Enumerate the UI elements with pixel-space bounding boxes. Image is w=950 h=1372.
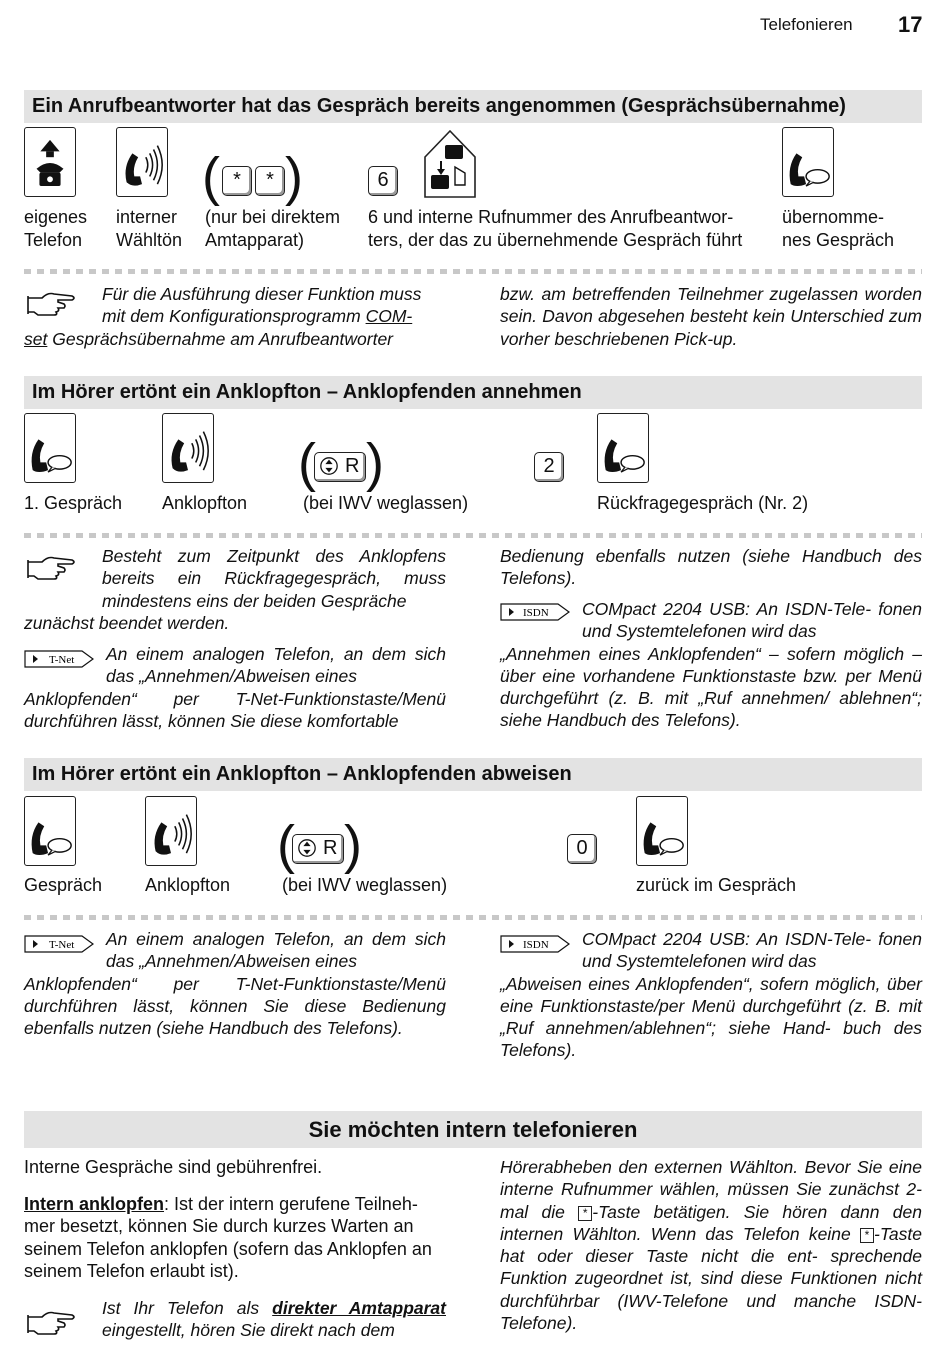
svg-text:T-Net: T-Net	[49, 939, 75, 951]
page-number: 17	[898, 12, 923, 37]
key-0: 0	[567, 834, 597, 864]
key-6: 6	[368, 166, 398, 196]
section-title-gespraechsuebernahme: Ein Anrufbeantworter hat das Gespräch bereits angenommen (Gesprächsübernahme)	[24, 90, 922, 123]
call-waiting-tone-icon	[162, 413, 214, 483]
call-waiting-tone-icon	[145, 796, 197, 866]
label-iwv-weglassen: (bei IWV weglassen)	[282, 875, 448, 895]
conversation-icon	[24, 413, 76, 483]
paren-close: )	[344, 815, 362, 875]
svg-text:T-Net: T-Net	[49, 654, 75, 666]
dotted-divider	[24, 533, 922, 538]
paren-open: (	[202, 147, 220, 207]
note-isdn-abweisen: COMpact 2204 USB: An ISDN-Tele- fonen und Systemtelefonen wird das „Abweisen eines Anklopfenden“, sofern möglich, über eine Funktionstaste/per Menü durchgeführt (z. B. mit „Ruf annehmen/ablehnen“; siehe Hand- buch des Telefons).	[500, 929, 922, 1061]
dotted-divider	[24, 269, 922, 274]
intern-gebuehrenfrei: Interne Gespräche sind gebührenfrei.	[24, 1157, 323, 1177]
label-rufnummer-anrufbeantworter: 6 und interne Rufnummer des Anrufbeantwor- ters, der das zu übernehmende Gespräch führt	[368, 207, 743, 250]
note-t-net-annehmen: An einem analogen Telefon, an dem sich das „Annehmen/Abweisen eines Anklopfenden“ per T-Net-Funktionstaste/Menü durchführen lässt, können Sie diese komfortable	[24, 644, 446, 731]
note-direkter-amtapparat: Ist Ihr Telefon als direkter Amtapparat eingestellt, hören Sie direkt nach dem	[102, 1298, 446, 1341]
label-rueckfragegespraech: Rückfragegespräch (Nr. 2)	[597, 493, 809, 513]
label-zurueck-im-gespraech: zurück im Gespräch	[636, 875, 797, 895]
section-title-anklopfenden-annehmen: Im Hörer ertönt ein Anklopfton – Anklopfenden annehmen	[24, 376, 922, 409]
star-key-icon: *	[860, 1228, 874, 1243]
key-2: 2	[534, 452, 564, 482]
consultation-call-icon	[597, 413, 649, 483]
note-konfiguration: Für die Ausführung dieser Funktion muss mit dem Konfigurationsprogramm COM- set Gesprächsübernahme am Anrufbeantworter	[24, 284, 422, 349]
note-t-net-continued: Bedienung ebenfalls nutzen (siehe Handbuch des Telefons).	[500, 546, 922, 589]
star-key: *	[255, 166, 285, 196]
star-key: *	[222, 166, 252, 196]
conversation-icon	[782, 127, 834, 197]
svg-text:ISDN: ISDN	[523, 607, 549, 619]
note-rueckfragegespraech: Besteht zum Zeitpunkt des Anklopfens bereits ein Rückfragegespräch, muss mindestens eins der beiden Gespräche zunächst beendet werden.	[24, 546, 446, 633]
paren-close: )	[285, 147, 303, 207]
intern-anklopfen-paragraph: Intern anklopfen: Ist der intern gerufene Teilneh- mer besetzt, können Sie durch kurzes Warten an seinem Telefon anklopfen (sofern das Anklopfen an seinem Telefon erlaubt ist).	[24, 1194, 432, 1281]
label-anklopfton: Anklopfton	[145, 875, 231, 895]
dotted-divider	[24, 915, 922, 920]
answering-machine-house-icon	[421, 127, 479, 199]
paren-open: (	[298, 433, 316, 493]
label-uebernommenes-gespraech: übernomme- nes Gespräch	[782, 207, 895, 250]
phone-lift-icon	[24, 127, 76, 197]
label-anklopfton: Anklopfton	[162, 493, 248, 513]
paren-close: )	[366, 433, 384, 493]
running-header-title: Telefonieren	[760, 15, 853, 34]
label-erstes-gespraech: 1. Gespräch	[24, 493, 123, 513]
label-iwv-weglassen: (bei IWV weglassen)	[303, 493, 469, 513]
section-title-anklopfenden-abweisen: Im Hörer ertönt ein Anklopfton – Anklopfenden abweisen	[24, 758, 922, 791]
star-key-icon: *	[578, 1206, 592, 1221]
conversation-icon	[24, 796, 76, 866]
dial-tone-icon	[116, 127, 168, 197]
label-direkter-amtapparat: (nur bei direktem Amtapparat)	[205, 207, 341, 250]
conversation-icon	[636, 796, 688, 866]
flash-r-key: R	[292, 834, 344, 864]
note-isdn-annehmen: COMpact 2204 USB: An ISDN-Tele- fonen und Systemtelefonen wird das „Annehmen eines Anklopfenden“ – sofern möglich – über eine vorhandene Funktionstaste bzw. per Menü durchgeführt (z. B. mit „Ruf annehmen/ ablehnen“; siehe Handbuch des Telefons).	[500, 599, 922, 731]
pointing-hand-icon	[24, 1307, 76, 1337]
note-t-net-abweisen: An einem analogen Telefon, an dem sich das „Annehmen/Abweisen eines Anklopfenden“ per T-Net-Funktionstaste/Menü durchführen lässt, können Sie diese Bedienung ebenfalls nutzen (siehe Handbuch des Telefons).	[24, 929, 446, 1039]
label-interner-waehlton: interner Wähltön	[116, 207, 183, 250]
label-gespraech: Gespräch	[24, 875, 103, 895]
note-interne-rufnummer: Hörerabheben den externen Wählton. Bevor Sie eine interne Rufnummer wählen, müssen Sie zunächst 2-mal die * -Taste betätigen. Sie hören dann den internen Wählton. Wenn das Telefon keine * -Taste hat oder dieser Taste nicht die ent- sprechende Funktion zugeordnet ist, sind diese Funktionen nicht durchführbar (IWV-Telefone und manche ISDN-Telefone).	[500, 1157, 922, 1334]
label-eigenes-telefon: eigenes Telefon	[24, 207, 88, 250]
svg-text:ISDN: ISDN	[523, 939, 549, 951]
flash-r-key: R	[314, 452, 366, 482]
section-title-intern-telefonieren: Sie möchten intern telefonieren	[24, 1111, 922, 1148]
paren-open: (	[277, 815, 295, 875]
note-konfiguration-continued: bzw. am betreffenden Teilnehmer zugelassen worden sein. Davon abgesehen besteht kein Unterschied zum vorher beschriebenen Pick-up.	[500, 284, 922, 349]
